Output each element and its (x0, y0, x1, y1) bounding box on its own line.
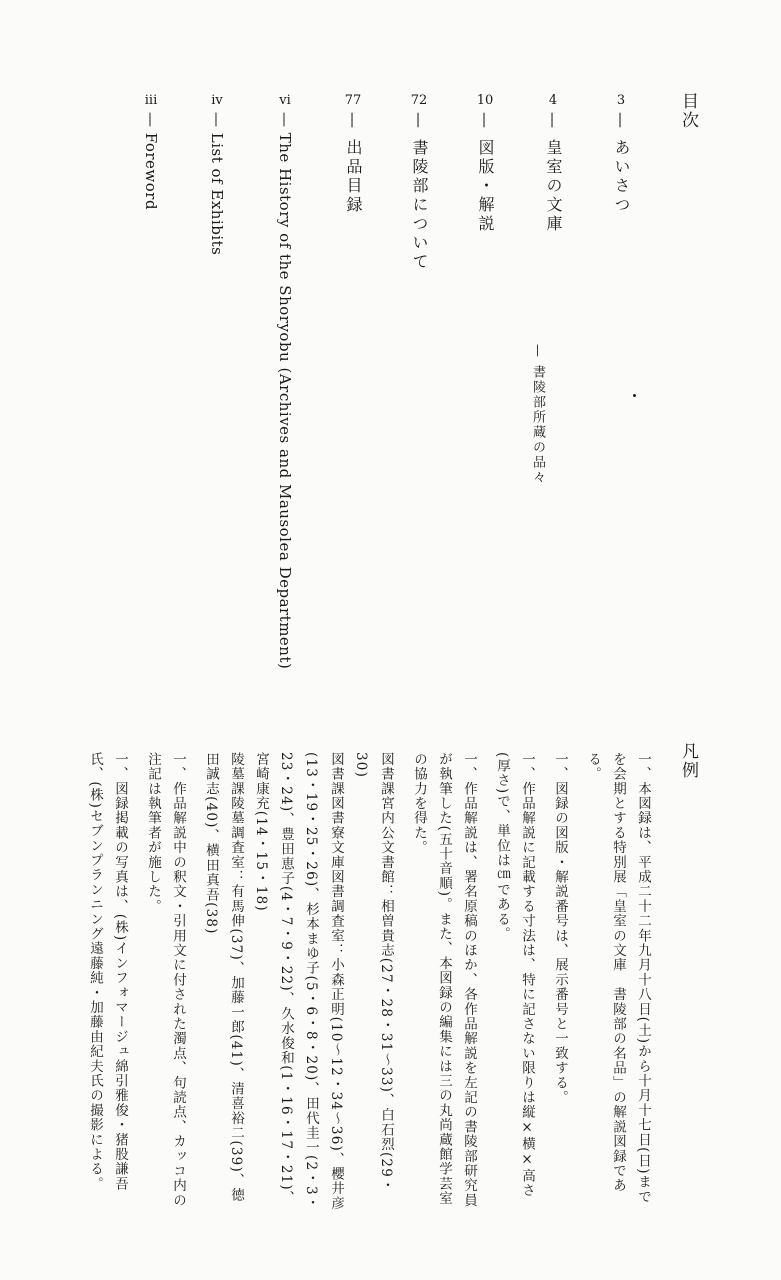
toc-page-number: iv (211, 93, 223, 108)
toc-heading: 目次 (678, 92, 698, 130)
note-item: 一、作品解説中の釈文・引用文に付された濁点、句読点、カッコ内の注記は執筆者が施した。 (145, 752, 186, 1208)
notes-body (87, 752, 655, 1212)
toc-page-number: 77 (344, 93, 362, 108)
note-item: 一、作品解説は、署名原稿のほか、各作品解説を左記の書陵部研究員が執筆した(五十音順)。また、本図録の編集には三の丸尚蔵館学芸室の協力を得た。 (411, 752, 477, 1208)
toc-page-number: 10 (476, 93, 494, 108)
toc-entry-foreword[interactable] (134, 92, 168, 211)
toc-title: — 書陵部について (410, 112, 429, 273)
note-item: 一、作品解説に記載する寸法は、特に記さない限りは縦×横×高さ(厚さ)で、単位は㎝である。 (494, 752, 535, 1198)
toc-page-number: vi (279, 93, 291, 108)
toc-page-number: 3 (616, 93, 626, 108)
toc-page-number: iii (144, 93, 158, 108)
toc-title: — The History of the Shoryobu (Archives and Mausolea Department) (276, 112, 294, 670)
notes-heading: 凡例 (678, 742, 698, 780)
toc-title: — 出品目録 (344, 112, 363, 216)
note-item: 陵墓課陵墓調査室：有馬伸(37)、加藤一郎(41)、清喜裕二(39)、徳田誠志(40)、横田真吾(38) (203, 752, 244, 1203)
toc-entry-aisatsu[interactable] (604, 92, 638, 216)
note-item: 図書課図書寮文庫図書調査室：小森正明(10〜12・34〜36)、櫻井彦(13・19・25・26)、杉本まゆ子(5・6・8・20)、田代圭一(2・3・23・24)、豊田恵子(4・7・9・22)、久水俊和(1・16・17・21)、宮崎康充(14・15・18) (253, 752, 344, 1211)
toc-entry-history-en[interactable] (268, 92, 302, 670)
toc-entry-shoryobu[interactable] (402, 92, 436, 273)
note-item: 一、本図録は、平成二十二年九月十八日(土)から十月十七日(日)までを会期とする特別展「皇室の文庫 書陵部の名品」の解説図録である。 (585, 752, 651, 1205)
toc-entry-koshitsu-bunko[interactable] (530, 92, 570, 486)
note-item: 図書課宮内公文書館：相曽貴志(27・28・31〜33)、白石烈(29・30) (353, 752, 394, 1193)
toc-entry-list-of-exhibits[interactable] (200, 92, 234, 256)
note-item: 一、図録の図版・解説番号は、展示番号と一致する。 (552, 752, 568, 1105)
toc-entry-shuppin-mokuroku[interactable] (336, 92, 370, 216)
toc-title: — あいさつ (612, 112, 631, 216)
speck-dot (633, 394, 636, 397)
toc-subtitle: — 書陵部所蔵の品々 (530, 344, 545, 486)
toc-title: — 図版・解説 (476, 112, 495, 235)
toc-entry-zuhan-kaisetsu[interactable] (468, 92, 502, 235)
note-item: 一、図録掲載の写真は、(株)インフォマージュ綿引雅俊・猪股謙吾氏、(株)セブンプランニング遠藤純・加藤由紀夫氏の撮影による。 (87, 752, 128, 1192)
toc-page-number: 72 (410, 93, 428, 108)
toc-title: — Foreword (142, 112, 160, 211)
toc-page-number: 4 (548, 93, 558, 108)
toc-title: — 皇室の文庫 (544, 112, 563, 235)
toc-title: — List of Exhibits (208, 112, 226, 256)
